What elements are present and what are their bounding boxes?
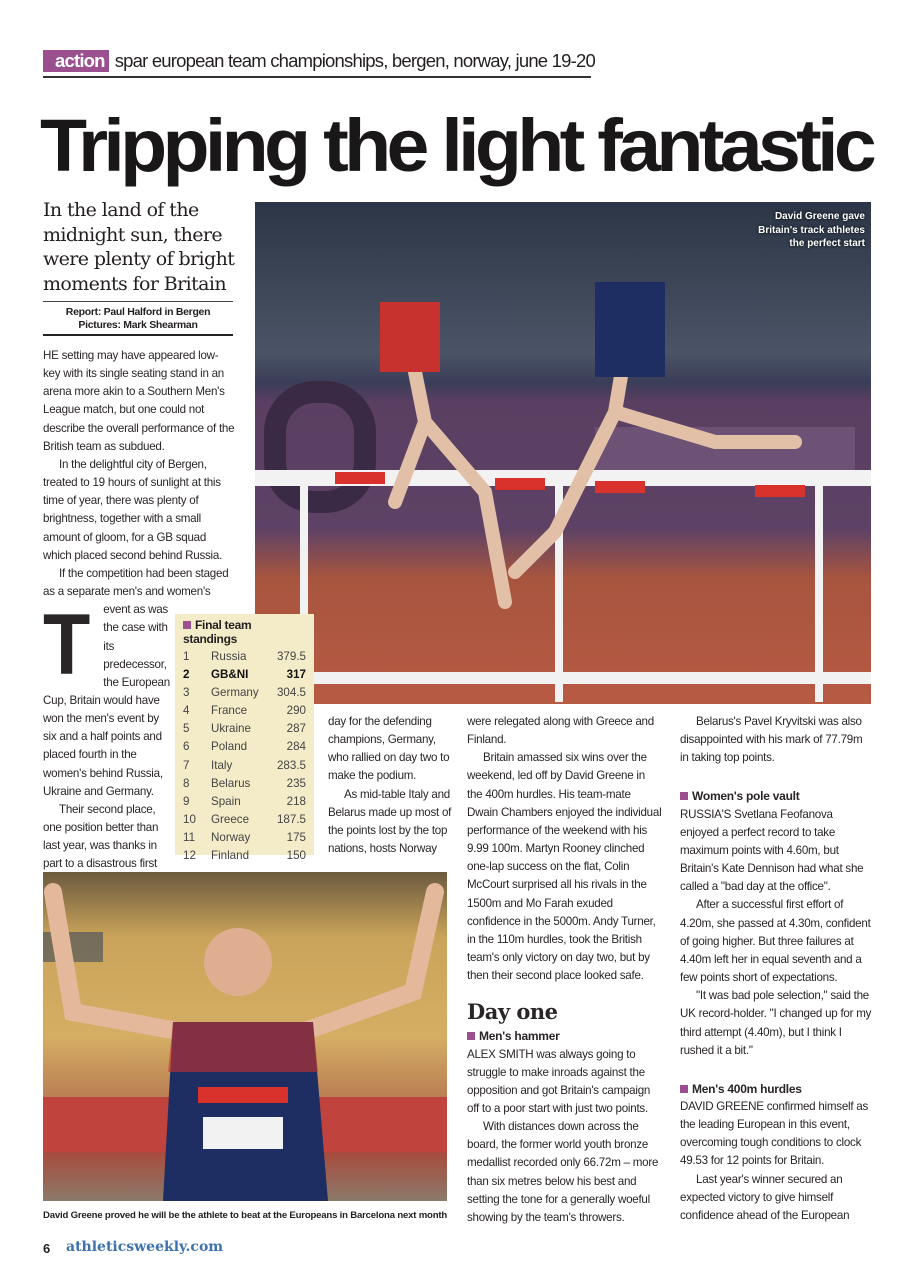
event-subheading: Men's hammer	[467, 1027, 663, 1045]
standings-row	[183, 702, 306, 720]
paragraph: "It was bad pole selection," said the UK record-holder. "I changed up for my third attempt (4.40m), but I think I rushed it a bit."	[680, 989, 872, 1057]
standfirst: In the land of the midnight sun, there were plenty of bright moments for Britain	[43, 199, 235, 295]
standings-team: Poland	[211, 740, 248, 754]
page-number: 6	[43, 1241, 51, 1256]
standings-team: Ukraine	[211, 722, 251, 736]
standings-row	[183, 684, 306, 702]
headline: Tripping the light fantastic	[40, 104, 872, 187]
photo-caption: David Greene gave Britain's track athletes the perfect start	[758, 211, 865, 249]
hurdles-illustration	[255, 202, 871, 704]
hurdles-photo	[255, 202, 871, 704]
standings-points: 290	[286, 704, 306, 718]
standings-rank: 4	[183, 704, 190, 718]
paragraph: ALEX SMITH was always going to struggle to make inroads against the opposition and got Britain's campaign off to a poor start with just two points.	[467, 1047, 651, 1115]
paragraph: After a successful first effort of 4.20m, she passed at 4.30m, confident of going higher. But three failures at 4.40m left her in equal seventh and a few points short of expectations.	[680, 898, 871, 985]
standings-points: 218	[286, 794, 306, 808]
standings-points: 235	[286, 776, 306, 790]
paragraph: As mid-table Italy and Belarus made up most of the points lost by the top nations, hosts Norway	[328, 787, 452, 856]
standings-points: 284	[286, 740, 306, 754]
divider	[43, 76, 591, 78]
paragraph: RUSSIA'S Svetlana Feofanova enjoyed a perfect record to take maximum points with 4.60m, but Britain's Kate Dennison had what she called a "bad day at the office".	[680, 807, 864, 894]
standings-points: 379.5	[276, 650, 306, 663]
standings-points: 187.5	[276, 812, 306, 826]
standings-points: 304.5	[276, 686, 306, 700]
article-column-4	[680, 713, 872, 1225]
standings-points: 287	[286, 722, 306, 736]
standings-row	[183, 666, 306, 684]
standings-rank: 2	[183, 668, 190, 682]
article-column-3	[467, 713, 663, 1227]
standings-rank: 7	[183, 758, 190, 772]
square-bullet-icon	[467, 1032, 475, 1040]
standings-team: Belarus	[211, 776, 251, 790]
standings-table	[175, 614, 314, 863]
paragraph: Britain amassed six wins over the weekend, led off by David Greene in the 400m hurdles. His team-mate Dwain Chambers enjoyed the individual performance of the weekend with his 9.99 100m. Martyn Rooney clinched one-lap success on the flat, Colin McCourt surprised all his rivals in the 1500m and Mo Farah exuded confidence in the 5000m. Andy Turner, in the 110m hurdles, took the British team's only victory on day two, but by then their second place looked safe.	[467, 751, 662, 983]
standings-rank: 12	[183, 849, 196, 863]
greene-celebration-photo	[43, 872, 447, 1201]
standings-team: Italy	[211, 758, 233, 772]
standings-title: Final team standings	[183, 618, 252, 646]
kicker-text: spar european team championships, bergen, norway, june 19-20	[114, 50, 595, 71]
paragraph: In the delightful city of Bergen, treated to 19 hours of sunlight at this time of year, there was plenty of brightness, together with a small amount of gloom, for a GB squad which placed second behind Russia.	[43, 457, 223, 562]
event-subheading: Women's pole vault	[680, 787, 872, 805]
standings-rank: 11	[183, 830, 196, 844]
event-subheading: Men's 400m hurdles	[680, 1080, 872, 1098]
standings-team: Finland	[211, 849, 250, 863]
standings-points: 317	[286, 668, 306, 682]
standings-row	[183, 720, 306, 738]
standings-row	[183, 847, 306, 865]
square-bullet-icon	[183, 621, 191, 629]
divider	[43, 334, 233, 336]
paragraph: day for the defending champions, Germany, who rallied on day two to make the podium.	[328, 715, 450, 783]
standings-rank: 8	[183, 776, 190, 790]
paragraph: HE setting may have appeared low-key with its single seating stand in an arena more akin to a Southern Men's League match, but one could not describe the overall performance of the British team as subdued.	[43, 349, 235, 453]
standings-team: Russia	[211, 650, 247, 663]
standings-rank: 3	[183, 686, 190, 700]
section-kicker	[43, 50, 595, 72]
standings-row	[183, 738, 306, 756]
standings-row	[183, 757, 306, 775]
square-bullet-icon	[680, 1085, 688, 1093]
standings-row	[183, 793, 306, 811]
drop-cap: T	[43, 597, 91, 693]
byline-report: Report: Paul Halford in Bergen	[65, 306, 211, 318]
standings-team: GB&NI	[211, 668, 249, 682]
paragraph: With distances down across the board, the former world youth bronze medallist recorded only 66.72m – more than six metres below his best and setting the tone for a generally woeful showing by the team's throwers.	[467, 1120, 659, 1224]
standings-team: Greece	[211, 812, 250, 826]
paragraph: If the competition had been staged as a separate men's and women's event as was the case with its predecessor, the European Cup, Britain would have won the men's event by six and a half points and placed fourth in the women's behind Russia, Ukraine and Germany.	[43, 566, 229, 798]
standings-rank: 9	[183, 794, 190, 808]
standings-rank: 1	[183, 650, 190, 663]
standings-points: 283.5	[276, 758, 306, 772]
standings-row	[183, 811, 306, 829]
standings-row	[183, 829, 306, 847]
standings-team: Norway	[211, 830, 251, 844]
square-bullet-icon	[680, 792, 688, 800]
paragraph: were relegated along with Greece and Finland.	[467, 715, 654, 747]
photo-caption: David Greene proved he will be the athlete to beat at the Europeans in Barcelona next month	[43, 1210, 448, 1221]
standings-team: Spain	[211, 794, 241, 808]
byline	[43, 306, 233, 332]
paragraph: Belarus's Pavel Kryvitski was also disappointed with his mark of 77.79m in taking top points.	[680, 715, 863, 765]
standings-row	[183, 775, 306, 793]
paragraph: Last year's winner secured an expected victory to give himself confidence ahead of the European	[680, 1172, 850, 1222]
byline-pictures: Pictures: Mark Shearman	[78, 319, 198, 331]
section-badge: action	[43, 50, 109, 72]
section-heading: Day one	[467, 999, 558, 1025]
paragraph: DAVID GREENE confirmed himself as the leading European in this event, overcoming tough conditions to clock 49.53 for 12 points for Britain.	[680, 1099, 869, 1168]
standings-points: 175	[286, 830, 306, 844]
standings-rank: 6	[183, 740, 190, 754]
standings-team: France	[211, 704, 248, 718]
standings-points: 150	[286, 849, 306, 863]
website-link[interactable]: athleticsweekly.com	[66, 1239, 224, 1255]
divider	[43, 301, 233, 302]
standings-row	[183, 648, 306, 666]
standings-rank: 5	[183, 722, 190, 736]
celebration-illustration	[43, 872, 447, 1201]
standings-team: Germany	[211, 686, 259, 700]
standings-rank: 10	[183, 812, 196, 826]
article-column-2	[328, 713, 453, 858]
paragraph: Their second place, one position better than last year, was thanks in part to a disastrous first	[43, 802, 159, 871]
